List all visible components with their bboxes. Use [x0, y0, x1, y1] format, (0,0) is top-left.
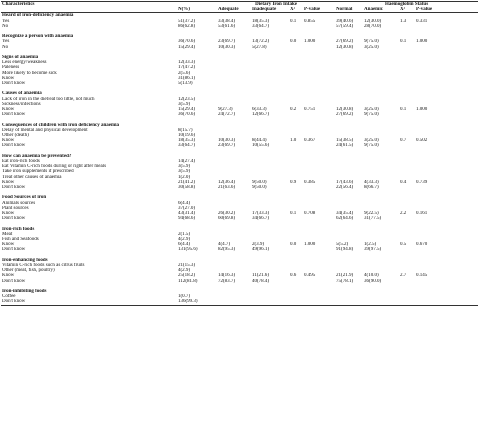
cell-n-pct: 12(23.5): [178, 96, 196, 102]
header-dietary-iron-intake: Dietary Iron Intake: [217, 2, 335, 8]
cell-adequate: 24(72.7): [218, 112, 236, 118]
cell-n-pct: 37(27.0): [178, 205, 196, 211]
section-title: Iron-inhibiting foods: [2, 289, 47, 295]
cell-anaemic: 3(25.0): [364, 138, 379, 144]
cell-x2-hb: 1.3: [400, 18, 407, 24]
row-label: Meat: [2, 231, 13, 237]
cell-n-pct: 15(29.4): [178, 107, 196, 113]
row-label: No: [2, 23, 9, 29]
row-label: Fish and Seafoods: [2, 237, 39, 243]
table-body: [1, 13, 478, 305]
row-label: Sickness/infections: [2, 101, 41, 107]
row-label: No: [2, 44, 9, 50]
cell-p-value: [303, 299, 335, 305]
cell-anaemic: 39(97.5): [364, 247, 382, 253]
cell-n-pct: 30(58.8): [178, 185, 196, 191]
row-label: Know: [2, 273, 15, 279]
cell-p-value-hb: 0.145: [416, 273, 428, 279]
cell-normal: 75(78.1): [336, 278, 354, 284]
cell-normal: 27(69.2): [336, 112, 354, 118]
row-label: Take iron supplements if prescribed: [2, 169, 74, 175]
cell-n-pct: 1(2.0): [178, 174, 191, 180]
cell-anaemic: 4(33.3): [364, 179, 379, 185]
cell-anaemic: 3(25.0): [364, 107, 379, 113]
cell-inadequate: [251, 299, 289, 305]
row-label: Don't know: [2, 247, 26, 253]
header-normal: Normal: [335, 7, 363, 13]
header-p-value-hb: P-value: [415, 7, 478, 13]
cell-inadequate: 18(35.3): [252, 18, 270, 24]
cell-p-value: 0.855: [304, 18, 316, 24]
cell-n-pct: 51(37.2): [178, 18, 196, 24]
header-adequate: Adequate: [217, 7, 251, 13]
cell-n-pct: 25(18.2): [178, 273, 196, 279]
cell-adequate: 10(30.3): [218, 138, 236, 144]
cell-inadequate: 40(78.4): [252, 278, 270, 284]
cell-x2-hb: 0.7: [400, 138, 407, 144]
row-label: Don't know: [2, 81, 26, 87]
cell-p-value-hb: 0.670: [416, 242, 428, 248]
cell-normal: 27(69.2): [336, 39, 354, 45]
cell-n-pct: 5(13.9): [178, 81, 193, 87]
cell-x2-hb: 0.1: [400, 107, 407, 113]
cell-n-pct: 36(70.6): [178, 112, 196, 118]
cell-n-pct: 3(5.9): [178, 101, 191, 107]
cell-n-pct: 136(99.3): [177, 299, 217, 305]
cell-normal: 34(35.4): [336, 211, 354, 217]
header-p-value: P-value: [303, 7, 335, 13]
cell-n-pct: 21(15.3): [178, 263, 196, 269]
cell-p-value: 1.000: [304, 39, 316, 45]
cell-anaemic: 9(75.0): [364, 112, 379, 118]
cell-x2-hb: 0.5: [400, 242, 407, 248]
row-label: Other (meat, fish, poultry): [2, 268, 55, 274]
cell-inadequate: 5(27.8): [252, 44, 267, 50]
cell-p-value: 0.495: [304, 273, 316, 279]
cell-adequate: 21(63.6): [218, 185, 236, 191]
cell-n-pct: 15(29.4): [178, 44, 196, 50]
row-label: Animals sources: [2, 200, 36, 206]
row-label: Paleness: [2, 65, 20, 71]
cell-n-pct: 131(95.6): [178, 247, 198, 253]
cell-p-value-hb: 0.502: [416, 138, 428, 144]
cell-inadequate: 17(33.3): [252, 211, 270, 217]
cell-normal: 12(30.8): [336, 44, 354, 50]
row-label: Yes: [2, 18, 10, 24]
cell-adequate: 23(69.7): [218, 39, 236, 45]
section-title: Causes of anaemia: [2, 91, 42, 97]
cell-anaemic: 31(77.5): [364, 216, 382, 222]
cell-normal: 5(5.2): [336, 242, 349, 248]
section-title: Heard of iron-deficiency anaemia: [2, 13, 74, 19]
section-title: How can anaemia be prevented?: [2, 153, 72, 159]
cell-inadequate: 10(55.6): [252, 143, 270, 149]
cell-p-value-hb: 0.331: [416, 18, 428, 24]
section-title: Signs of anaemia: [2, 55, 39, 60]
row-label: Don't know: [1, 299, 177, 305]
cell-p-value-hb: [415, 299, 478, 305]
cell-p-value: 0.751: [304, 107, 316, 113]
row-label: Know: [2, 75, 15, 81]
cell-x2-hb: 2.2: [400, 211, 407, 217]
cell-x2: 0.6: [290, 273, 297, 279]
cell-n-pct: 2(5.6): [178, 70, 191, 76]
section-title: Food Sources of iron: [2, 195, 47, 201]
cell-p-value-hb: 0.739: [416, 179, 428, 185]
cell-normal: 57(59.4): [336, 23, 354, 29]
section-title: Iron-enhancing foods: [2, 257, 48, 263]
row-label: Don't know: [2, 185, 26, 191]
cell-p-value: 0.708: [304, 211, 316, 217]
cell-anaemic: 4(10.0): [364, 273, 379, 279]
cell-adequate: 72(83.7): [218, 278, 236, 284]
cell-inadequate: 33(64.7): [252, 23, 270, 29]
cell-adequate: 12(36.4): [218, 179, 236, 185]
row-label: Less energy/weakness: [2, 60, 47, 66]
row-label: Know: [2, 138, 15, 144]
row-label: Coffee: [2, 294, 16, 300]
cell-anaemic: 28(70.0): [364, 23, 382, 29]
cell-adequate: 26(30.2): [218, 211, 236, 217]
cell-normal: 12(30.8): [336, 107, 354, 113]
row-label: Plant sources: [2, 205, 29, 211]
cell-normal: 21(21.9): [336, 273, 354, 279]
cell-n-pct: 1(0.7): [178, 294, 191, 300]
cell-adequate: [217, 299, 251, 305]
header-anaemic: Anaemic: [363, 7, 399, 13]
cell-adequate: 10(30.3): [218, 44, 236, 50]
header-haemoglobin-status: Haemoglobin Status: [335, 2, 478, 8]
cell-normal: [335, 299, 363, 305]
cell-x2: 0.0: [290, 39, 297, 45]
cell-inadequate: 13(72.2): [252, 39, 270, 45]
cell-adequate: 14(16.3): [218, 273, 236, 279]
cell-n-pct: 3(5.9): [178, 169, 191, 175]
cell-anaemic: 9(75.0): [364, 39, 379, 45]
cell-inadequate: 6(33.3): [252, 107, 267, 113]
cell-n-pct: 8(15.7): [178, 127, 193, 133]
cell-anaemic: 9(22.5): [364, 211, 379, 217]
header-n-pct-label: N(%): [177, 7, 217, 13]
cell-anaemic: 12(30.0): [364, 18, 382, 24]
cell-anaemic: [363, 299, 399, 305]
cell-adequate: 60(69.8): [218, 216, 236, 222]
cell-normal: 17(43.6): [336, 179, 354, 185]
cell-inadequate: 11(21.6): [252, 273, 269, 279]
section-title: Consequences of children with iron deficiency anaemia: [2, 122, 120, 128]
cell-p-value: 0.385: [304, 179, 316, 185]
cell-n-pct: 4(2.9): [178, 268, 191, 274]
cell-x2-hb: 0.4: [400, 179, 407, 185]
cell-x2: [289, 299, 303, 305]
cell-inadequate: 9(50.0): [252, 185, 267, 191]
cell-n-pct: 6(4.4): [178, 200, 191, 206]
row-label: Lack of iron in the diet/eat too little, not much: [2, 96, 95, 102]
row-label: Know: [2, 107, 15, 113]
cell-x2: 0.1: [290, 18, 297, 24]
cell-p-value-hb: 1.000: [416, 39, 428, 45]
cell-anaemic: 9(75.0): [364, 143, 379, 149]
cell-anaemic: 36(90.0): [364, 278, 382, 284]
cell-p-value-hb: 1.000: [416, 107, 428, 113]
cell-x2-hb: 2.7: [400, 273, 407, 279]
anaemia-knowledge-table: [1, 1, 478, 306]
header-characteristics: Characteristics: [1, 2, 177, 8]
cell-inadequate: 8(44.4): [252, 138, 267, 144]
cell-n-pct: 12(33.3): [178, 60, 196, 66]
cell-inadequate: 2(3.9): [252, 242, 265, 248]
row-label: Vitamin C-rich foods such as citrus fruits: [2, 263, 85, 269]
cell-n-pct: 10(19.6): [178, 133, 196, 139]
cell-normal: 91(94.8): [336, 247, 354, 253]
cell-normal: 62(64.6): [336, 216, 354, 222]
cell-n-pct: 18(35.3): [178, 138, 196, 144]
cell-anaemic: 1(2.5): [364, 242, 377, 248]
cell-normal: 15(38.5): [336, 138, 354, 144]
cell-normal: 22(56.4): [336, 185, 354, 191]
cell-n-pct: 6(4.4): [178, 242, 191, 248]
cell-n-pct: 3(5.9): [178, 164, 191, 170]
cell-x2: 0.2: [290, 107, 297, 113]
row-label: More likely to become sick: [2, 70, 57, 76]
cell-p-value-hb: 0.161: [416, 211, 428, 217]
row-label: Delay of mental and physical development: [2, 127, 88, 133]
cell-n-pct: 17(47.2): [178, 65, 196, 71]
row-label: Know: [2, 179, 15, 185]
row-label: Treat other causes of anaemia: [2, 174, 62, 180]
cell-anaemic: 8(66.7): [364, 185, 379, 191]
row-label: Don't know: [2, 216, 26, 222]
row-label: Eat Vitamin C-rich foods during or right after meals: [2, 164, 107, 170]
header-inadequate: Inadequate: [251, 7, 289, 13]
cell-adequate: 33(38.4): [218, 18, 236, 24]
row-label: Other (death): [2, 133, 29, 139]
section-title: Recognize a person with anaemia: [2, 34, 74, 40]
cell-n-pct: 4(2.9): [178, 237, 191, 243]
cell-x2: 0.0: [290, 242, 297, 248]
cell-p-value: 1.000: [304, 242, 316, 248]
cell-normal: 39(40.6): [336, 18, 354, 24]
cell-n-pct: 21(41.2): [178, 179, 196, 185]
cell-adequate: 4(4.7): [218, 242, 231, 248]
cell-n-pct: 94(68.6): [178, 216, 196, 222]
cell-n-pct: 43(31.4): [178, 211, 196, 217]
cell-x2: 1.0: [290, 138, 297, 144]
cell-p-value: 0.367: [304, 138, 316, 144]
header-x2-hb: X²: [399, 7, 415, 13]
cell-adequate: 9(27.3): [218, 107, 233, 113]
cell-x2: 0.1: [290, 211, 297, 217]
cell-n-pct: 31(86.1): [178, 75, 196, 81]
row-label: Yes: [2, 39, 10, 45]
cell-inadequate: 34(66.7): [252, 216, 270, 222]
row-label: Don't know: [2, 278, 26, 284]
row-label: Don't know: [2, 143, 26, 149]
cell-anaemic: 3(25.0): [364, 44, 379, 50]
row-label: Eat iron-rich foods: [2, 159, 40, 165]
cell-n-pct: 112(81.8): [178, 278, 198, 284]
table-row: [1, 299, 478, 305]
cell-adequate: 23(69.7): [218, 143, 236, 149]
cell-inadequate: 9(50.0): [252, 179, 267, 185]
cell-x2: 0.9: [290, 179, 297, 185]
header-x2: X²: [289, 7, 303, 13]
cell-n-pct: 36(70.6): [178, 39, 196, 45]
section-title: Iron-rich foods: [2, 226, 35, 232]
cell-inadequate: 49(96.1): [252, 247, 270, 253]
cell-adequate: 82(95.3): [218, 247, 236, 253]
cell-n-pct: 14(27.4): [178, 159, 196, 165]
row-label: Don't know: [2, 112, 26, 118]
cell-normal: 24(61.5): [336, 143, 354, 149]
cell-n-pct: 86(62.8): [178, 23, 196, 29]
cell-n-pct: 2(1.5): [178, 231, 191, 237]
cell-inadequate: 12(66.7): [252, 112, 270, 118]
row-label: Know: [2, 211, 15, 217]
cell-x2-hb: 0.1: [400, 39, 407, 45]
cell-x2-hb: [399, 299, 415, 305]
cell-n-pct: 33(64.7): [178, 143, 196, 149]
row-label: Know: [2, 242, 15, 248]
cell-adequate: 53(61.6): [218, 23, 236, 29]
